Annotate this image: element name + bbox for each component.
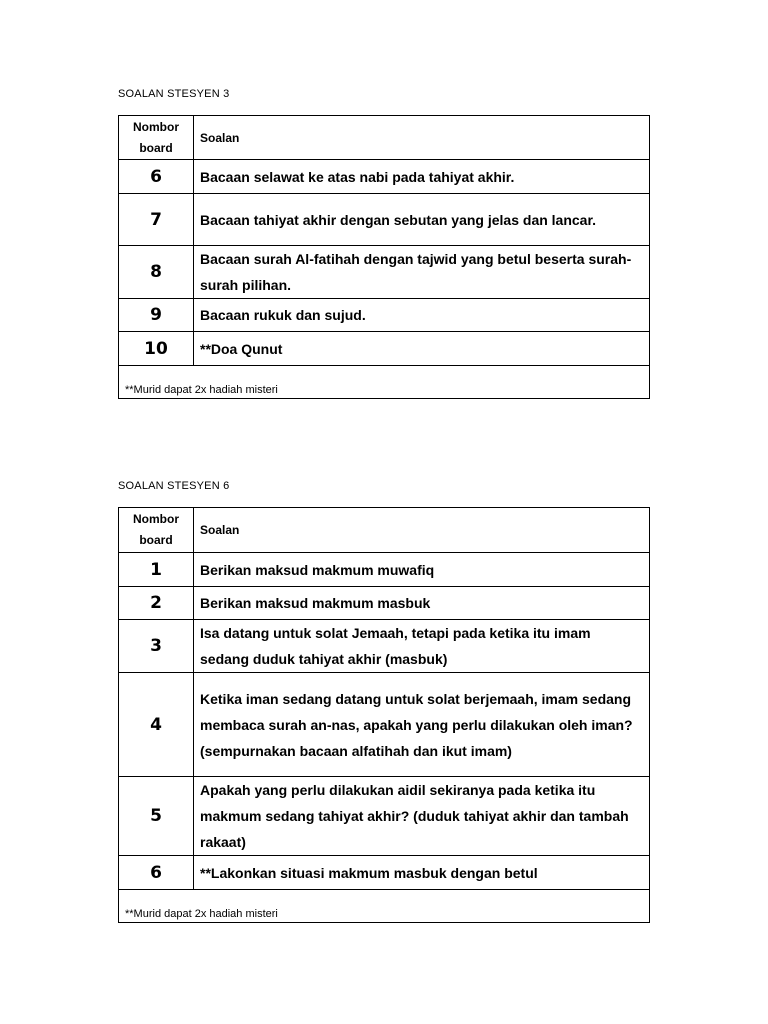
board-number: 1: [119, 553, 194, 587]
section-title-stesyen-3: SOALAN STESYEN 3: [118, 88, 230, 100]
table-footnote: **Murid dapat 2x hadiah misteri: [119, 366, 650, 399]
table-row: [119, 856, 650, 890]
table-note-row: [119, 366, 650, 399]
header-soalan: Soalan: [194, 508, 650, 553]
table-row: [119, 246, 650, 299]
table-row: [119, 299, 650, 332]
board-number: 10: [119, 332, 194, 366]
question-table-stesyen-3: [118, 115, 650, 399]
board-number: 4: [119, 673, 194, 777]
table-footnote: **Murid dapat 2x hadiah misteri: [119, 890, 650, 923]
board-number: 3: [119, 620, 194, 673]
board-number: 8: [119, 246, 194, 299]
table-row: [119, 777, 650, 856]
table-row: [119, 673, 650, 777]
table-row: [119, 553, 650, 587]
table-row: [119, 332, 650, 366]
question-text: Bacaan tahiyat akhir dengan sebutan yang jelas dan lancar.: [194, 194, 650, 246]
question-text: Apakah yang perlu dilakukan aidil sekiranya pada ketika itu makmum sedang tahiyat akhir? (duduk tahiyat akhir dan tambah rakaat): [194, 777, 650, 856]
table-row: [119, 620, 650, 673]
question-text: Bacaan rukuk dan sujud.: [194, 299, 650, 332]
question-text: Isa datang untuk solat Jemaah, tetapi pada ketika itu imam sedang duduk tahiyat akhir (masbuk): [194, 620, 650, 673]
question-text: **Lakonkan situasi makmum masbuk dengan betul: [194, 856, 650, 890]
question-text: Bacaan selawat ke atas nabi pada tahiyat akhir.: [194, 160, 650, 194]
board-number: 9: [119, 299, 194, 332]
board-number: 5: [119, 777, 194, 856]
board-number: 6: [119, 856, 194, 890]
board-number: 6: [119, 160, 194, 194]
section-title-stesyen-6: SOALAN STESYEN 6: [118, 480, 230, 492]
header-nombor-board: Nombor board: [119, 116, 194, 160]
table-header-row: [119, 116, 650, 160]
question-text: Berikan maksud makmum masbuk: [194, 587, 650, 620]
table-note-row: [119, 890, 650, 923]
question-table-stesyen-6: [118, 507, 650, 923]
table-header-row: [119, 508, 650, 553]
table-row: [119, 587, 650, 620]
header-soalan: Soalan: [194, 116, 650, 160]
table-row: [119, 194, 650, 246]
table-row: [119, 160, 650, 194]
question-text: Bacaan surah Al-fatihah dengan tajwid yang betul beserta surah-surah pilihan.: [194, 246, 650, 299]
question-text: Ketika iman sedang datang untuk solat berjemaah, imam sedang membaca surah an-nas, apakah yang perlu dilakukan oleh iman? (sempurnakan bacaan alfatihah dan ikut imam): [194, 673, 650, 777]
header-nombor-board: Nombor board: [119, 508, 194, 553]
question-text: **Doa Qunut: [194, 332, 650, 366]
question-text: Berikan maksud makmum muwafiq: [194, 553, 650, 587]
board-number: 7: [119, 194, 194, 246]
board-number: 2: [119, 587, 194, 620]
